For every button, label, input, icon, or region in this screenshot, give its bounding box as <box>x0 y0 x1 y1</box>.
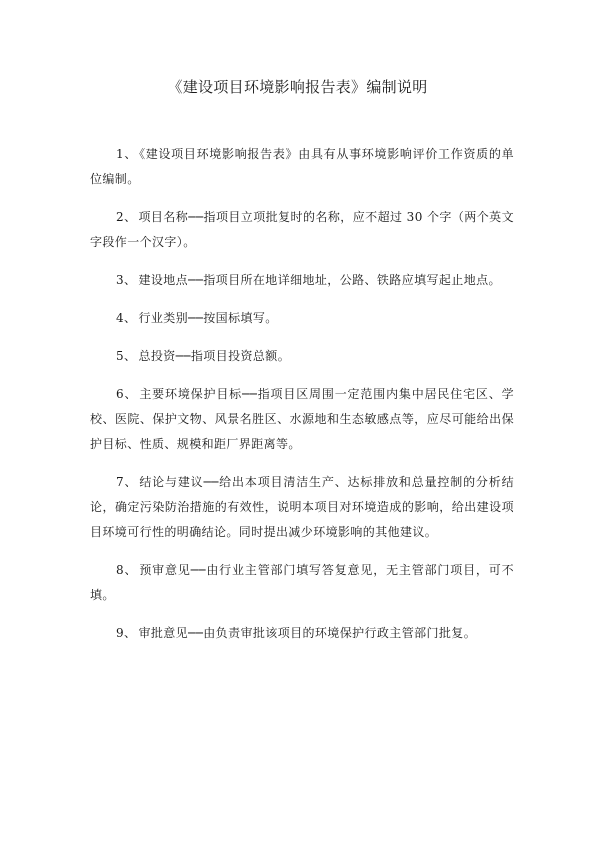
item-text: 预审意见──由行业主管部门填写答复意见，无主管部门项目，可不填。 <box>90 563 514 602</box>
instruction-item <box>90 621 514 646</box>
instruction-item <box>90 142 514 192</box>
instruction-item <box>90 205 514 255</box>
item-text: 总投资──指项目投资总额。 <box>138 349 291 363</box>
document-title: 《建设项目环境影响报告表》编制说明 <box>167 78 428 96</box>
item-text: 结论与建议──给出本项目清洁生产、达标排放和总量控制的分析结论，确定污染防治措施的有效性，说明本项目对环境造成的影响，给出建设项目环境可行性的明确结论。同时提出减少环境影响的其他建议。 <box>90 475 514 539</box>
item-text: 主要环境保护目标──指项目区周围一定范围内集中居民住宅区、学校、医院、保护文物、风景名胜区、水源地和生态敏感点等，应尽可能给出保护目标、性质、规模和距厂界距离等。 <box>90 387 514 451</box>
instructions-list <box>90 142 514 659</box>
item-number: 4、 <box>116 311 137 325</box>
instruction-item <box>90 268 514 293</box>
item-text: 《建设项目环境影响报告表》由具有从事环境影响评价工作资质的单位编制。 <box>90 147 514 186</box>
instruction-item <box>90 470 514 545</box>
item-number: 9、 <box>116 626 137 640</box>
item-text: 项目名称──指项目立项批复时的名称，应不超过 30 个字（两个英文字段作一个汉字）。 <box>90 210 514 249</box>
item-text: 建设地点──指项目所在地详细地址，公路、铁路应填写起止地点。 <box>138 273 501 287</box>
item-number: 6、 <box>116 387 138 401</box>
item-number: 3、 <box>116 273 137 287</box>
item-number: 7、 <box>116 475 138 489</box>
item-number: 1、 <box>116 147 138 161</box>
instruction-item <box>90 306 514 331</box>
item-text: 行业类别──按国标填写。 <box>138 311 278 325</box>
instruction-item <box>90 344 514 369</box>
instruction-item <box>90 558 514 608</box>
item-number: 2、 <box>116 210 137 224</box>
item-text: 审批意见──由负责审批该项目的环境保护行政主管部门批复。 <box>138 626 477 640</box>
instruction-item <box>90 382 514 457</box>
item-number: 8、 <box>116 563 138 577</box>
item-number: 5、 <box>116 349 137 363</box>
